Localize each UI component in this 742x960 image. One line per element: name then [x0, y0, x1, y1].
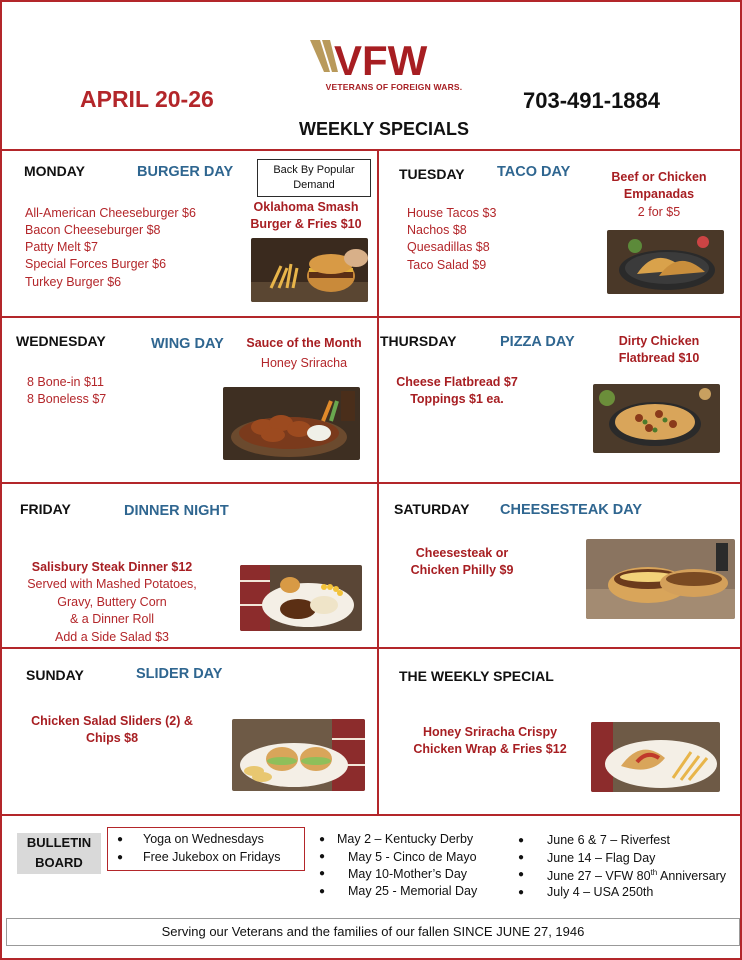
thursday-item: Cheese Flatbread $7	[396, 375, 518, 389]
wrap-photo	[591, 722, 720, 792]
june-event-anniversary	[547, 868, 726, 883]
page-title: WEEKLY SPECIALS	[299, 119, 470, 139]
june-event: July 4 – USA 250th	[547, 885, 654, 899]
divider	[2, 814, 742, 816]
tuesday-item: Taco Salad $9	[407, 258, 487, 272]
sauce-label: Sauce of the Month	[246, 336, 362, 350]
bullet-icon: ●	[319, 868, 326, 879]
bullet-icon: ●	[518, 835, 525, 846]
burger-photo	[251, 238, 368, 302]
phone-number: 703-491-1884	[523, 88, 661, 113]
theme-dinner-night: DINNER NIGHT	[124, 503, 229, 519]
day-saturday: SATURDAY	[394, 501, 470, 517]
wednesday-item: 8 Bone-in $11	[27, 375, 104, 389]
bullet-icon: ●	[518, 887, 525, 898]
tuesday-special-price: 2 for $5	[637, 205, 681, 219]
divider	[2, 647, 742, 649]
bulletin-item: Yoga on Wednesdays	[143, 832, 264, 846]
sunday-item: Chips $8	[85, 731, 139, 745]
theme-wing-day: WING DAY	[151, 336, 224, 352]
anniversary-sup: th	[650, 868, 658, 877]
weekly-special-title: THE WEEKLY SPECIAL	[399, 668, 554, 684]
june-event: June 6 & 7 – Riverfest	[547, 833, 670, 847]
day-monday: MONDAY	[24, 163, 85, 179]
tuesday-special: Beef or Chicken	[611, 170, 707, 184]
friday-item: Served with Mashed Potatoes,	[27, 577, 197, 591]
divider	[2, 149, 742, 151]
anniversary-tail: Anniversary	[657, 869, 726, 884]
empanadas-photo	[607, 230, 724, 294]
bullet-icon: ●	[319, 851, 326, 862]
day-sunday: SUNDAY	[26, 667, 84, 683]
may-event: May 10-Mother’s Day	[348, 867, 468, 881]
date-range: APRIL 20-26	[80, 86, 214, 112]
friday-item: & a Dinner Roll	[69, 612, 155, 626]
divider	[2, 316, 742, 318]
bulletin-label-line: BOARD	[35, 855, 83, 870]
steak-dinner-photo	[240, 565, 362, 631]
thursday-special: Dirty Chicken	[618, 334, 700, 348]
logo-subtitle: VETERANS OF FOREIGN WARS.	[325, 82, 463, 92]
bullet-icon: ●	[518, 852, 525, 863]
bullet-icon: ●	[117, 852, 124, 863]
tuesday-item: House Tacos $3	[407, 206, 497, 220]
monday-item: Special Forces Burger $6	[25, 257, 167, 271]
saturday-item: Cheesesteak or	[415, 546, 509, 560]
thursday-special: Flatbread $10	[618, 351, 700, 365]
bullet-icon: ●	[319, 834, 326, 845]
bullet-icon: ●	[319, 886, 326, 897]
monday-item: Patty Melt $7	[25, 240, 98, 254]
friday-item: Salisbury Steak Dinner $12	[31, 560, 193, 574]
tuesday-special: Empanadas	[623, 187, 695, 201]
weekly-special-item: Honey Sriracha Crispy	[422, 725, 558, 739]
sliders-photo	[232, 719, 365, 791]
day-wednesday: WEDNESDAY	[16, 333, 106, 349]
flatbread-photo	[593, 384, 720, 453]
bullet-icon: ●	[117, 834, 124, 845]
theme-taco-day: TACO DAY	[497, 164, 571, 180]
monday-item: Bacon Cheeseburger $8	[25, 223, 161, 237]
thursday-item: Toppings $1 ea.	[410, 392, 504, 406]
friday-item: Gravy, Buttery Corn	[57, 595, 167, 609]
bulletin-item: Free Jukebox on Fridays	[143, 850, 281, 864]
cheesesteak-photo	[586, 539, 735, 619]
tuesday-item: Quesadillas $8	[407, 240, 490, 254]
vfw-logo-letters: VFW	[334, 38, 428, 84]
day-thursday: THURSDAY	[380, 333, 457, 349]
monday-item: Turkey Burger $6	[25, 275, 122, 289]
saturday-item: Chicken Philly $9	[410, 563, 514, 577]
june-event: June 14 – Flag Day	[547, 851, 656, 865]
wings-photo	[223, 387, 360, 460]
friday-item: Add a Side Salad $3	[55, 630, 169, 644]
bulletin-board-label	[17, 833, 101, 874]
may-event: May 25 - Memorial Day	[348, 884, 478, 898]
sauce-name: Honey Sriracha	[260, 356, 348, 370]
monday-special: Burger & Fries $10	[250, 217, 362, 231]
theme-slider-day: SLIDER DAY	[136, 666, 223, 682]
may-event: May 5 - Cinco de Mayo	[348, 850, 477, 864]
sunday-item: Chicken Salad Sliders (2) &	[31, 714, 193, 728]
theme-pizza-day: PIZZA DAY	[500, 334, 575, 350]
theme-cheesesteak-day: CHEESESTEAK DAY	[500, 502, 643, 518]
footer-banner: Serving our Veterans and the families of our fallen SINCE JUNE 27, 1946	[6, 918, 740, 946]
monday-item: All-American Cheeseburger $6	[25, 206, 196, 220]
divider	[2, 482, 742, 484]
wednesday-item: 8 Boneless $7	[27, 392, 107, 406]
day-friday: FRIDAY	[20, 501, 71, 517]
day-tuesday: TUESDAY	[399, 166, 465, 182]
bullet-icon: ●	[518, 869, 525, 880]
bulletin-label-line: BULLETIN	[26, 835, 92, 850]
tuesday-item: Nachos $8	[407, 223, 467, 237]
may-event: May 2 – Kentucky Derby	[337, 832, 474, 846]
divider	[377, 149, 379, 815]
weekly-special-item: Chicken Wrap & Fries $12	[413, 742, 567, 756]
theme-burger-day: BURGER DAY	[137, 164, 234, 180]
monday-special: Oklahoma Smash	[253, 200, 359, 214]
anniversary-text: June 27 – VFW 80	[547, 869, 651, 884]
popular-badge: Back By Popular Demand	[257, 159, 371, 197]
